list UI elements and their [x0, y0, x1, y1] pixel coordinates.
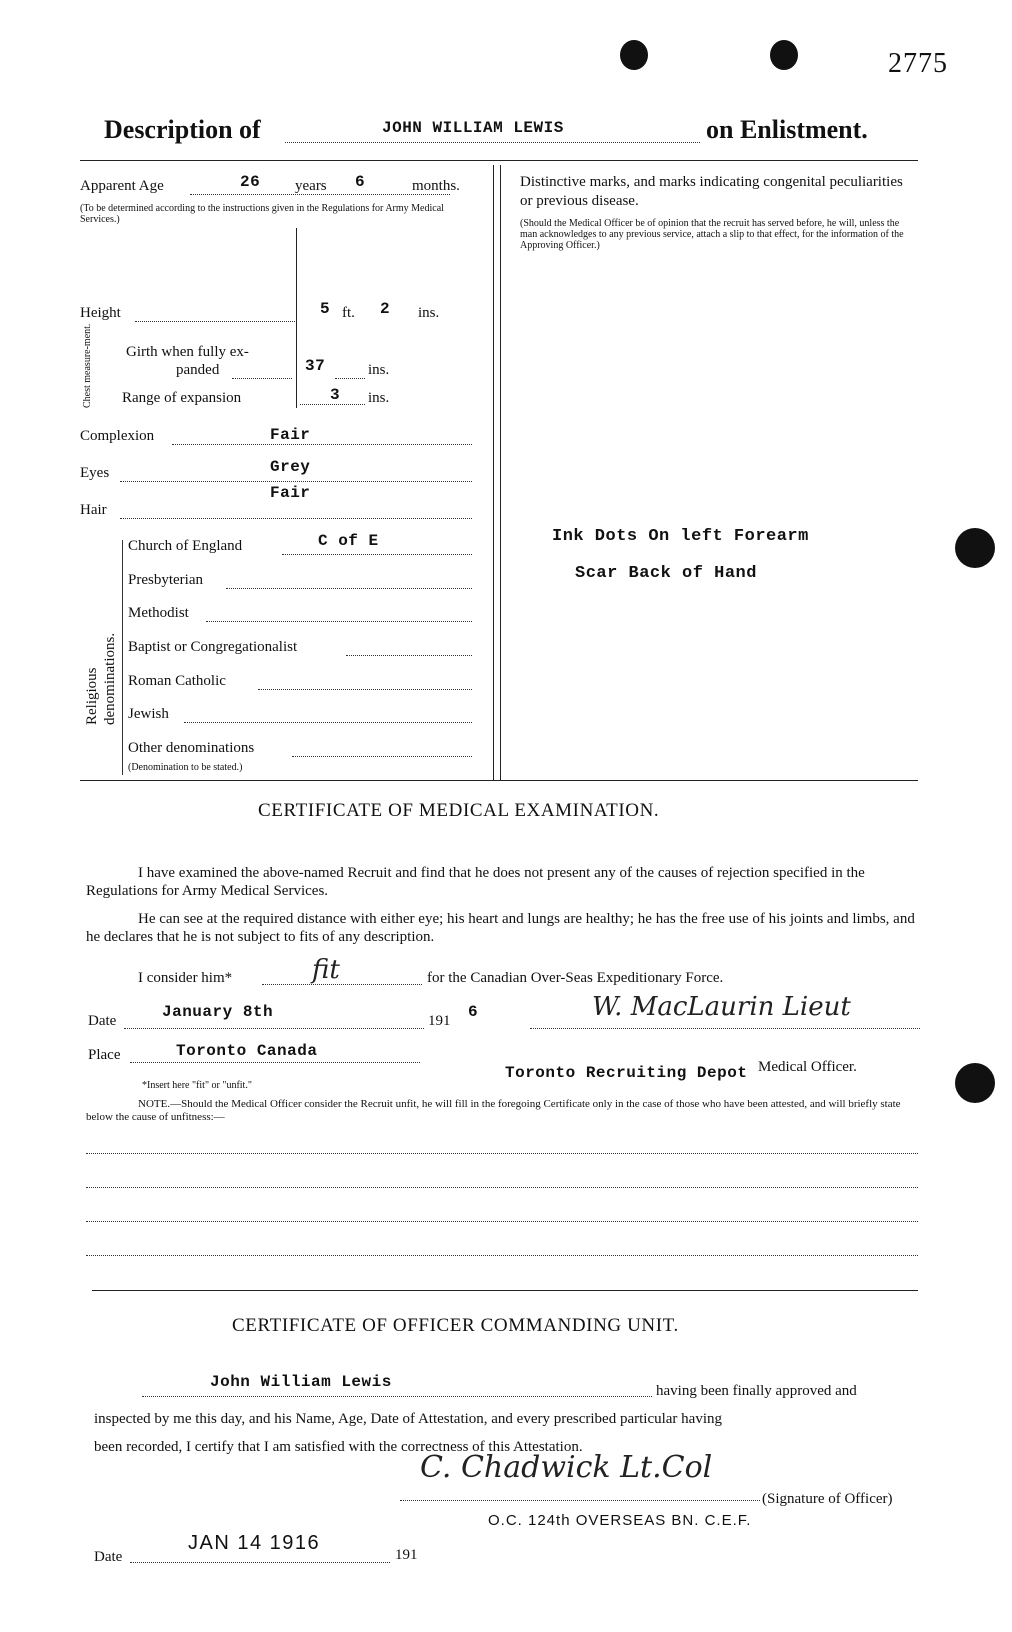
dotted-leader	[135, 321, 295, 322]
months-label: months.	[412, 178, 460, 194]
consider-label: I consider him*	[138, 970, 233, 986]
range-value: 3	[330, 386, 341, 404]
religion-label: Other denominations	[128, 740, 255, 756]
dotted-leader	[124, 1028, 424, 1029]
binder-hole	[955, 528, 995, 568]
dotted-leader	[346, 655, 472, 656]
medical-year-prefix: 191	[428, 1013, 451, 1029]
medical-paragraph-2: He can see at the required distance with either eye; his heart and lungs are healthy; he has the free use of his joints and limbs, and he declares that he is not subject to fits of any description.	[86, 911, 915, 945]
unfit-note: NOTE.—Should the Medical Officer consider the Recruit unfit, he will fill in the foregoing Certificate only in the case of those who have been attested, and will briefly state below the cause of unfitness:—	[86, 1098, 901, 1123]
hair-label: Hair	[80, 502, 107, 518]
unfitness-line	[86, 1187, 918, 1188]
section-rule	[80, 780, 918, 781]
column-divider-2	[500, 165, 501, 780]
height-label: Height	[80, 305, 121, 321]
chest-side-label: Chest measure-ment.	[82, 323, 93, 408]
commanding-name-value: John William Lewis	[210, 1373, 392, 1391]
religion-label: Presbyterian	[128, 572, 203, 588]
unfitness-line	[86, 1153, 918, 1154]
religion-side-label-1: Religious	[84, 667, 100, 725]
commanding-date-stamp: JAN 14 1916	[188, 1532, 321, 1554]
girth-value: 37	[305, 357, 326, 375]
binder-hole	[955, 1063, 995, 1103]
dotted-leader	[130, 1062, 420, 1063]
signature-line	[530, 1028, 920, 1029]
unfitness-line	[86, 1255, 918, 1256]
dotted-leader	[335, 378, 365, 379]
medical-officer-signature: W. MacLaurin Lieut	[592, 992, 851, 1022]
range-label: Range of expansion	[122, 390, 242, 406]
unfitness-line	[86, 1221, 918, 1222]
range-ins-label: ins.	[368, 390, 390, 406]
dotted-leader	[262, 984, 422, 985]
religion-label: Baptist or Congregationalist	[128, 639, 298, 655]
value-divider	[296, 228, 297, 408]
medical-date-value: January 8th	[162, 1003, 274, 1021]
ins-label: ins.	[418, 305, 440, 321]
dotted-leader	[120, 518, 472, 519]
commanding-line-3: been recorded, I certify that I am satisfied with the correctness of this Attestation.	[94, 1439, 583, 1455]
force-label: for the Canadian Over-Seas Expeditionary Force.	[427, 970, 724, 986]
commanding-line-2: inspected by me this day, and his Name, Age, Date of Attestation, and every prescribed particular having	[94, 1411, 723, 1427]
girth-label-line2: panded	[176, 362, 220, 378]
girth-ins-label: ins.	[368, 362, 390, 378]
recruit-name: JOHN WILLIAM LEWIS	[382, 119, 564, 137]
title-dotted-line	[285, 142, 700, 143]
ft-label: ft.	[342, 305, 355, 321]
girth-label-line1: Girth when fully ex-	[126, 344, 249, 360]
medical-date-label: Date	[88, 1013, 117, 1029]
section-rule	[92, 1290, 918, 1291]
title-right: on Enlistment.	[706, 115, 868, 144]
commanding-year-prefix: 191	[395, 1547, 418, 1563]
oc-stamp: O.C. 124th OVERSEAS BN. C.E.F.	[488, 1512, 752, 1529]
age-note: (To be determined according to the instructions given in the Regulations for Army Medical Services.)	[80, 203, 444, 225]
apparent-age-label: Apparent Age	[80, 178, 164, 194]
marks-heading: Distinctive marks, and marks indicating congenital peculiarities or previous disease.	[520, 174, 903, 209]
dotted-leader	[142, 1396, 652, 1397]
dotted-leader	[292, 756, 472, 757]
dotted-leader	[206, 621, 472, 622]
marks-note: (Should the Medical Officer be of opinion that the recruit has served before, he will, unless the man acknowledges to any previous service, attach a slip to that effect, for the information of the Approving Officer.)	[520, 218, 904, 251]
top-rule	[80, 160, 918, 161]
dotted-leader	[172, 444, 472, 445]
dotted-leader	[282, 554, 472, 555]
dotted-leader	[130, 1562, 390, 1563]
denomination-note: (Denomination to be stated.)	[128, 762, 243, 773]
title-left: Description of	[104, 115, 261, 144]
commanding-line-1-end: having been finally approved and	[656, 1383, 857, 1399]
religion-label: Jewish	[128, 706, 169, 722]
dotted-leader	[258, 689, 472, 690]
complexion-label: Complexion	[80, 428, 155, 444]
fit-handwritten: fit	[312, 955, 340, 985]
medical-year-suffix: 6	[468, 1003, 479, 1021]
dotted-leader	[184, 722, 472, 723]
religion-brace	[122, 540, 123, 775]
commanding-date-label: Date	[94, 1549, 123, 1565]
document-number: 2775	[888, 48, 948, 79]
religion-side-label-2: denominations.	[102, 632, 118, 725]
column-divider	[493, 165, 494, 780]
eyes-label: Eyes	[80, 465, 110, 481]
mark-line-2: Scar Back of Hand	[575, 564, 757, 583]
religion-label: Methodist	[128, 605, 189, 621]
dotted-leader	[300, 404, 365, 405]
dotted-leader	[120, 481, 472, 482]
complexion-value: Fair	[270, 426, 311, 444]
binder-hole	[770, 40, 798, 70]
depot-stamp: Toronto Recruiting Depot	[505, 1064, 748, 1082]
eyes-value: Grey	[270, 458, 311, 476]
height-ins-value: 2	[380, 300, 391, 318]
place-value: Toronto Canada	[176, 1042, 318, 1060]
medical-paragraph-1: I have examined the above-named Recruit and find that he does not present any of the causes of rejection specified in the Regulations for Army Medical Services.	[86, 865, 865, 899]
commanding-heading: CERTIFICATE OF OFFICER COMMANDING UNIT.	[232, 1315, 679, 1336]
religion-label: Church of England	[128, 538, 243, 554]
hair-value: Fair	[270, 484, 311, 502]
height-ft-value: 5	[320, 300, 331, 318]
commanding-officer-signature: C. Chadwick Lt.Col	[420, 1450, 713, 1485]
dotted-leader	[226, 588, 472, 589]
age-months-value: 6	[355, 173, 366, 191]
years-label: years	[295, 178, 327, 194]
signature-line	[400, 1500, 760, 1501]
signature-of-officer-label: (Signature of Officer)	[762, 1491, 893, 1507]
religion-value: C of E	[318, 532, 379, 550]
place-label: Place	[88, 1047, 121, 1063]
binder-hole	[620, 40, 648, 70]
medical-officer-label: Medical Officer.	[758, 1059, 857, 1075]
insert-note: *Insert here "fit" or "unfit."	[142, 1080, 252, 1091]
dotted-leader	[232, 378, 292, 379]
religion-label: Roman Catholic	[128, 673, 226, 689]
age-years-value: 26	[240, 173, 261, 191]
medical-heading: CERTIFICATE OF MEDICAL EXAMINATION.	[258, 800, 660, 821]
mark-line-1: Ink Dots On left Forearm	[552, 527, 809, 546]
